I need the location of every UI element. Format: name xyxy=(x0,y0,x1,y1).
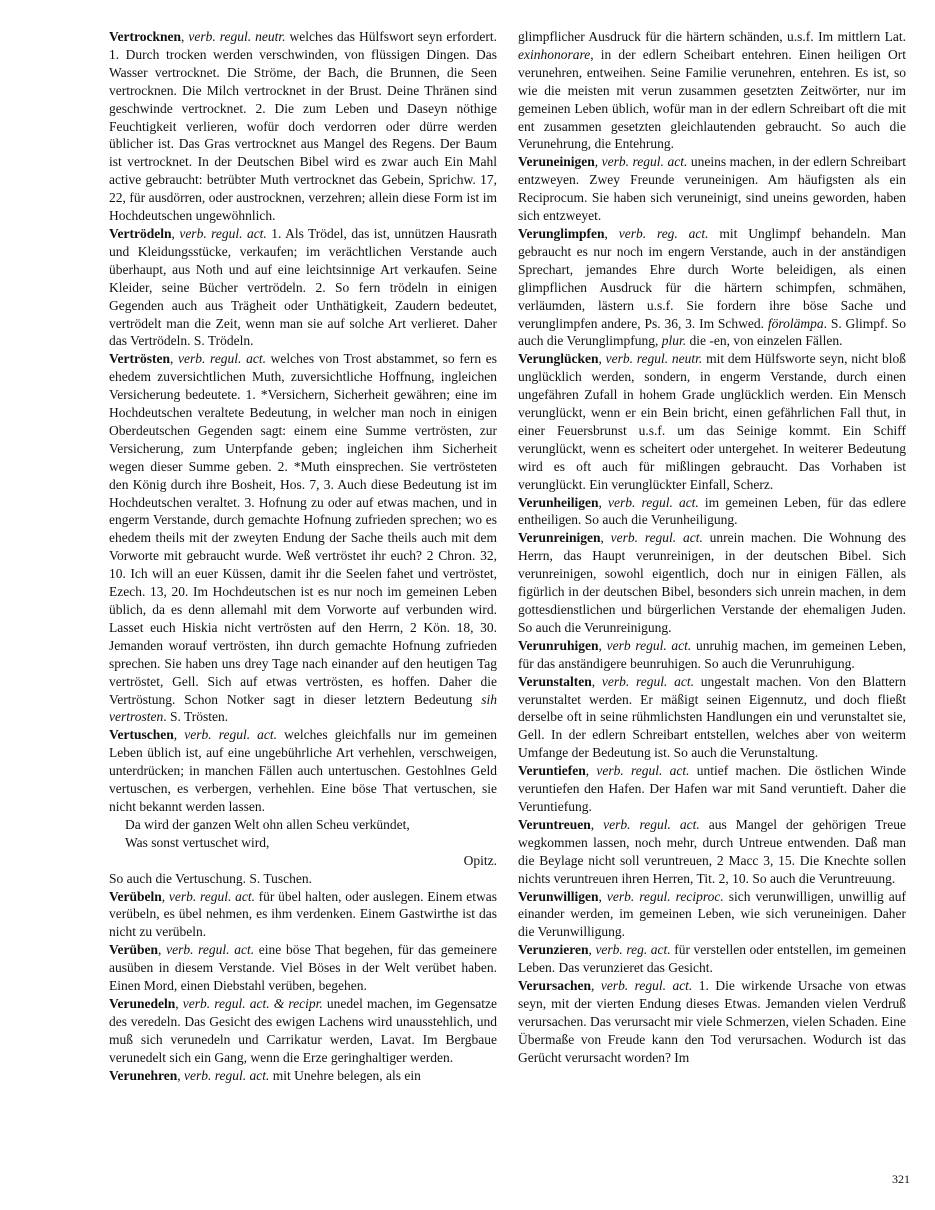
grammar-label: verb. regul. act. xyxy=(168,888,255,904)
entry-verursachen: Verursachen, verb. regul. act. 1. Die wirkende Ursache von etwas seyn, mit der vierten Endung dieses Etwas. Jemanden vielen Verdruß verursachen. Das verursacht mir viele Schmerzen, vielen Schaden. Eine Übermaße von Freude kann den Tod verursachen. Wodurch ist das Gerücht verursacht worden? Im xyxy=(518,978,907,1065)
headword: Verunglimpfen xyxy=(518,225,605,241)
headword: Verübeln xyxy=(109,888,162,904)
italic-phrase: plur. xyxy=(661,333,687,349)
grammar-label: verb. regul. act. xyxy=(608,494,699,510)
grammar-label: verb regul. act. xyxy=(606,637,692,653)
headword: Verunedeln xyxy=(109,995,176,1011)
headword: Verunzieren xyxy=(518,942,589,958)
entry-text: für verstellen oder entstellen, im gemeinen Leben. Das verunzieret das Gesicht. xyxy=(518,942,907,976)
entry-veruntiefen: Veruntiefen, verb. regul. act. untief machen. Die östlichen Winde veruntiefen den Hafen. Der Hafen war mit Sand veruntieft. Daher die Veruntiefung. xyxy=(518,763,906,814)
grammar-label: verb. regul. act. xyxy=(601,154,688,170)
grammar-label: verb. regul. neutr. xyxy=(188,29,286,44)
entry-vertrocknen: Vertrocknen, verb. regul. neutr. welches das Hülfswort seyn erfordert. 1. Durch trocken werden verschwinden, von flüssigen Dingen. Das Wasser vertrocknet. Die Ströme, der Bach, die Brunnen, die Seen vertrocknen. Die Milch vertrocknet in der Brust. Deine Thränen sind geschwinde vertrocknet. 2. Die zum Leben und Daseyn nöthige Feuchtigkeit verlieren, wofür doch verdorren oder dürre werden üblicher ist. Das Gras vertrocknet aus Mangel des Regens. Der Baum ist vertrocknet. In der Deutschen Bibel wird es zwar auch Ein Mahl active gebraucht: betrübter Muth vertrocknet das Gebein, Sprichw. 17, 22, für ausdörren, oder austrocknen, verzehren; allein diese Form ist im Hochdeutschen ungewöhnlich. xyxy=(109,29,498,224)
grammar-label: verb. reg. act. xyxy=(595,942,671,958)
entry-verunheiligen: Verunheiligen, verb. regul. act. im gemeinen Leben, für das edlere entheiligen. So auch die Verunheiligung. xyxy=(518,494,906,528)
headword: Verunstalten xyxy=(518,673,592,689)
entry-verunstalten: Verunstalten, verb. regul. act. ungestalt machen. Von den Blattern verunstaltet werden. Er mäßigt seinen Eigennutz, und doch fließt derselbe oft in seine rühmlichsten Handlungen ein und verunstaltet sie, Gell. In der edlern Schreibart entstellen, welches aber von weiterm Umfange der Bedeutung ist. So auch die Verunstaltung. xyxy=(518,673,906,761)
entry-verunedeln: Verunedeln, verb. regul. act. & recipr. unedel machen, im Gegensatze des veredeln. Das Gesicht des ewigen Lachens wird unausstehlich, und muß sich verunedeln und Carrikatur werden, Lavat. Im Bergbaue verunedelt sich ein Gang, wenn die Erze geringhaltiger werden. xyxy=(109,995,497,1065)
headword: Verüben xyxy=(109,942,159,958)
headword: Vertrocknen xyxy=(109,29,181,44)
entry-veruntreuen: Veruntreuen, verb. regul. act. aus Mangel der gehörigen Treue wegkommen lassen, noch mehr, durch Untreue entwenden. Daß man die Beylage nicht soll veruntreuen, 2 Macc 3, 15. Die Knechte sollen nichts veruntreuen ihren Herren, Tit. 2, 10. So auch die Veruntreuung. xyxy=(518,816,906,886)
entry-verunehren-continued xyxy=(518,28,906,153)
entry-veruneinigen: Veruneinigen, verb. regul. act. uneins machen, in der edlern Schreibart entzweyen. Zwey Freunde veruneinigen. Am häufigsten als ein Reciprocum. Sie haben sich veruneinigt, sind uneins geworden, haben sich entzweyet. xyxy=(518,154,907,224)
grammar-label: verb. regul. act. xyxy=(179,225,267,241)
entry-text: welches von Trost abstammet, so fern es ehedem zuversichtlichen Muth, zuversichtliche Hoffnung, ingleichen Versicherung bedeutete. 1. *Versichern, Sicherheit gewähren; eine im Hochdeutschen veraltete Bedeutung, in welcher man noch in einigen Oberdeutschen Gegenden sagt: einem eine Summe vertrösten, zur Versicherung, zum Unterpfande geben; ingleichen ihm Sicherheit wegen dieser Summe geben. 2. *Muth einsprechen. Sie vertrösteten den König durch ihre Bosheit, Hos. 7, 3. Auch diese Bedeutung ist im Hochdeutschen veraltet. 3. Hofnung zu oder auf etwas machen, und in engerm Verstande, durch gemachte Hofnung zufrieden sprechen; wo es ehedem theils mit der zweyten Endung der Sache theils auch mit dem Vorworte mit gebraucht wurde. Weß vertröstet ihr euch? 2 Chron. 32, 10. Ich will an euer Küssen, damit ihr die Seelen fahet und vertröstet, Ezech. 13, 20. Im Hochdeutschen ist es nur noch im gemeinen Leben üblich, da es denn allemahl mit dem Vorworte auf verbunden wird. Lasset euch Hiskia nicht vertrösten auf den Herrn, 2 Kön. 18, 30. Jemanden worauf vertrösten, ihn durch gemachte Hofnung zufrieden sprechen. Sie haben uns drey Tage nach einander auf den heutigen Tag vertröstet, Gell. Sich auf etwas vertrösten, es hoffen. Daher die Vertröstung. Schon Notker sagt in dieser letztern Bedeutung xyxy=(109,351,497,707)
headword: Verunehren xyxy=(109,1067,178,1083)
headword: Verunreinigen xyxy=(518,530,601,546)
grammar-label: verb. regul. act. xyxy=(166,942,255,958)
entry-text: 1. Als Trödel, das ist, unnützen Hausrath und Kleidungsstücke, verkaufen; im verächtlichen Verstande auch überhaupt, aus Noth und auf eine leichtsinnige Art verkaufen. Seine Kleider, seine Bücher vertrödeln. 2. So fern trödeln in einigen Gegenden auch aus Trägheit oder Unthätigkeit, Zaudern bedeutet, vertrödelt man die Zeit, wenn man sie auf solche Art verlieret. Daher das Vertrödeln. S. Trödeln. xyxy=(109,225,498,349)
entry-verungluecken: Verunglücken, verb. regul. neutr. mit dem Hülfsworte seyn, nicht bloß unglücklich werden, sondern, in engerm Verstande, durch einen ungefähren Zufall in hohem Grade unglücklich werden. Ein Mensch verunglückt, wenn er ein Bein bricht, einen gefährlichen Fall thut, in einer Feuersbrunst u.s.f. um das Seinige kommt. Ein Schiff verunglückt, wenn es scheitert oder untergehet. In weiterer Bedeutung wird es oft auch für mißlingen gebraucht. Das Vorhaben ist verunglückt. Ein verunglückter Einfall, Scherz. xyxy=(518,351,906,492)
grammar-label: verb. regul. act. xyxy=(184,1067,270,1083)
entry-text: mit dem Hülfsworte seyn, nicht bloß unglücklich werden, sondern, in engerm Verstande, durch einen ungefähren Zufall in hohem Grade unglücklich werden. Ein Mensch verunglückt, wenn er ein Bein bricht, einen gefährlichen Fall thut, in einer Feuersbrunst u.s.f. um das Seinige kommt. Ein Schiff verunglückt, wenn es scheitert oder untergehet. In weiterer Bedeutung wird es oft auch für mißlingen gebraucht. Das Vorhaben ist verunglückt. Ein verunglückter Einfall, Scherz. xyxy=(518,351,906,492)
entry-text: für übel halten, oder auslegen. Einem etwas verübeln, es übel nehmen, es ihm verdenken. Einem Gastwirthe ist das nicht zu verübeln. xyxy=(109,888,497,940)
entry-text: welches das Hülfswort seyn erfordert. 1. Durch trocken werden verschwinden, von flüssigen Dingen. Das Wasser vertrocknet. Die Ströme, der Bach, die Brunnen, die Seen vertrocknen. Die Milch vertrocknet in der Brust. Deine Thränen sind geschwinde vertrocknet. 2. Die zum Leben und Daseyn nöthige Feuchtigkeit verlieren, wofür doch verdorren oder dürre werden üblicher ist. Das Gras vertrocknet aus Mangel des Regens. Der Baum ist vertrocknet. In der Deutschen Bibel wird es zwar auch Ein Mahl active gebraucht: betrübter Muth vertrocknet das Gebein, Sprichw. 17, 22, für ausdörren, oder austrocknen, verzehren; allein diese Form ist im Hochdeutschen ungewöhnlich. xyxy=(109,29,498,224)
grammar-label: verb. regul. act. & recipr. xyxy=(182,995,323,1011)
headword: Verunruhigen xyxy=(518,637,599,653)
entry-text: mit Unglimpf behandeln. Man gebraucht es nur noch im engern Verstande, auch in der anständigen Sprechart, jemandes Ehre durch Worte beleidigen, als einen glimpflichen Ausdruck für die härtern schimpfen, schmähen, verläumden, lästern u.s.f. Sie fordern ihre böse Sache und verunglimpfen andere, Ps. 36, 3. Im Schwed. xyxy=(518,225,906,331)
entry-vertroedeln: Vertrödeln, verb. regul. act. 1. Als Trödel, das ist, unnützen Hausrath und Kleidungsstücke, verkaufen; im verächtlichen Verstande auch überhaupt, aus Noth und auf eine leichtsinnige Art verkaufen. Seine Kleider, seine Bücher vertrödeln. 2. So fern trödeln in einigen Gegenden auch aus Trägheit oder Unthätigkeit, Zaudern bedeutet, vertrödelt man die Zeit, wenn man sie auf solche Art verlieret. Daher das Vertrödeln. S. Trödeln. xyxy=(109,225,498,349)
entry-text: mit Unehre belegen, als ein xyxy=(269,1067,421,1083)
headword: Vertuschen xyxy=(109,727,174,743)
entry-verueben: Verüben, verb. regul. act. eine böse That begehen, für das gemeinere ausüben in diesem Verstande. Viel Böses in der Welt verübet haben. Einen Mord, einen Diebstahl verüben, begehen. xyxy=(109,942,497,994)
entry-text: im gemeinen Leben, für das edlere entheiligen. So auch die Verunheiligung. xyxy=(518,494,906,528)
entry-verunzieren: Verunzieren, verb. reg. act. für verstellen oder entstellen, im gemeinen Leben. Das verunzieret das Gesicht. xyxy=(518,942,907,976)
entry-vertroesten: Vertrösten, verb. regul. act. welches von Trost abstammet, so fern es ehedem zuversichtlichen Muth, zuversichtliche Hoffnung, ingleichen Versicherung bedeutete. 1. *Versichern, Sicherheit gewähren; eine im Hochdeutschen veraltete Bedeutung, in welcher man noch in einigen Oberdeutschen Gegenden sagt: einem eine Summe vertrösten, zur Versicherung, zum Unterpfande geben; ingleichen ihm Sicherheit wegen dieser Summe geben. 2. *Muth einsprechen. Sie vertrösteten den König durch ihre Bosheit, Hos. 7, 3. Auch diese Bedeutung ist im Hochdeutschen veraltet. 3. Hofnung zu oder auf etwas machen, und in engerm Verstande, durch gemachte Hofnung zufrieden sprechen; wo es ehedem theils mit der zweyten Endung der Sache theils auch mit dem Vorworte mit gebraucht wurde. Weß vertröstet ihr euch? 2 Chron. 32, 10. Ich will an euer Küssen, damit ihr die Seelen fahet und vertröstet, Ezech. 13, 20. Im Hochdeutschen ist es nur noch im gemeinen Leben üblich, da es denn allemahl mit dem Vorworte auf verbunden wird. Lasset euch Hiskia nicht vertrösten auf den Herrn, 2 Kön. 18, 30. Jemanden worauf vertrösten, ihn durch gemachte Hofnung zufrieden sprechen. Sie haben uns drey Tage nach einander auf den heutigen Tag vertröstet, Gell. Sich auf etwas vertrösten, es hoffen. Daher die Vertröstung. Schon Notker sagt in dieser letztern Bedeutung sih vertrosten. S. Trösten. xyxy=(109,351,497,725)
grammar-label: verb. regul. reciproc. xyxy=(606,888,724,904)
entry-text-middle: . S. Glimpf. So auch die Verunglimpfung, xyxy=(518,315,906,349)
page-number: 321 xyxy=(892,1172,910,1186)
entry-text: ungestalt machen. Von den Blattern verunstaltet werden. Er mäßigt seinen Eigennutz, und doch fließt derselbe oft in seine rühmlichsten Handlungen ein und verunstaltet sie, Gell. In der edlern Schreibart entstellen, welches aber von weiterm Umfange der Bedeutung ist. So auch die Verunstaltung. xyxy=(518,673,906,761)
entry-text: welches gleichfalls nur im gemeinen Leben üblich ist, auf eine ungebührliche Art verhehlen, verschweigen, unterdrücken; in manchen Fällen auch untertuschen. Gestohlnes Geld vertuschen, es verbergen, verhehlen. Eine böse That vertuschen, sie nicht bekannt werden lassen. xyxy=(109,727,498,814)
grammar-label: verb. regul. act. xyxy=(178,351,266,367)
headword: Verunglücken xyxy=(518,351,599,367)
entry-verunwilligen: Verunwilligen, verb. regul. reciproc. sich verunwilligen, unwillig auf einander werden, im gemeinen Leben, wie sich veruneinigen. Daher die Verunwilligung. xyxy=(518,888,907,940)
entry-text: sich verunwilligen, unwillig auf einander werden, im gemeinen Leben, wie sich veruneinigen. Daher die Verunwilligung. xyxy=(518,888,907,940)
entry-verunreinigen: Verunreinigen, verb. regul. act. unrein machen. Die Wohnung des Herrn, das Haupt verunreinigen, in der deutschen Bibel. Sich verunreinigen, sowohl eigentlich, doch nur in einigen Fällen, als figürlich in der deutschen Bibel, besonders sich unrein machen, in dem gottesdienstlichen und bürgerlichen Verstande der ehemaligen Juden. So auch die Verunreinigung. xyxy=(518,530,906,635)
grammar-label: verb. regul. act. xyxy=(603,816,700,832)
entry-text: 1. Die wirkende Ursache von etwas seyn, mit der vierten Endung dieses Etwas. Jemanden vielen Verdruß verursachen. Das verursacht mir viele Schmerzen, vielen Schaden. Eine Übermaße von Freude kann den Tod verursachen. Wodurch ist das Gerücht verursacht worden? Im xyxy=(518,978,907,1065)
grammar-label: verb. regul. act. xyxy=(601,673,694,689)
headword: Veruneinigen xyxy=(518,154,595,170)
headword: Verursachen xyxy=(518,978,591,994)
headword: Vertrösten xyxy=(109,351,170,367)
italic-phrase: sih vertrosten xyxy=(109,691,497,725)
verse-line: Was sonst vertuschet wird, xyxy=(125,834,270,850)
grammar-label: verb. reg. act. xyxy=(618,225,709,241)
verse-attribution: Opitz. xyxy=(463,852,497,868)
entry-verunehren: Verunehren, verb. regul. act. mit Unehre belegen, als ein xyxy=(109,1067,421,1083)
right-column xyxy=(518,28,906,1067)
entry-text: uneins machen, in der edlern Schreibart entzweyen. Zwey Freunde veruneinigen. Am häufigsten als ein Reciprocum. Sie haben sich veruneinigt, sind uneins geworden, haben sich entzweyet. xyxy=(518,154,907,224)
entry-text: unedel machen, im Gegensatze des veredeln. Das Gesicht des ewigen Lachens wird unausstehlich, und muß sich verunedeln und Carrikatur werden, Lavat. Im Bergbaue verunedelt sich ein Gang, wenn die Erze geringhaltiger werden. xyxy=(109,995,497,1065)
verse-line: Da wird der ganzen Welt ohn allen Scheu verkündet, xyxy=(125,816,410,832)
italic-phrase: exinhonorare xyxy=(518,46,591,62)
entry-text: unruhig machen, im gemeinen Leben, für das anständigere beunruhigen. So auch die Verunruhigung. xyxy=(518,637,907,671)
entry-text: aus Mangel der gehörigen Treue wegkommen lassen, noch mehr, durch Untreue entwenden. Daß man die Beylage nicht soll veruntreuen, 2 Macc 3, 15. Die Knechte sollen nichts veruntreuen ihren Herren, Tit. 2, 10. So auch die Veruntreuung. xyxy=(518,816,906,886)
headword: Verunwilligen xyxy=(518,888,599,904)
italic-phrase: förolämpa xyxy=(767,315,824,331)
grammar-label: verb. regul. act. xyxy=(600,978,693,994)
entry-text: unrein machen. Die Wohnung des Herrn, das Haupt verunreinigen, in der deutschen Bibel. Sich verunreinigen, sowohl eigentlich, doch nur in einigen Fällen, als figürlich in der deutschen Bibel, besonders sich unrein machen, in dem gottesdienstlichen und bürgerlichen Verstande der ehemaligen Juden. So auch die Verunreinigung. xyxy=(518,530,906,635)
grammar-label: verb. regul. act. xyxy=(596,763,690,779)
entry-text: eine böse That begehen, für das gemeinere ausüben in diesem Verstande. Viel Böses in der Welt verübet haben. Einen Mord, einen Diebstahl verüben, begehen. xyxy=(109,942,497,994)
headword: Veruntiefen xyxy=(518,763,586,779)
entry-text: glimpflicher Ausdruck für die härtern schänden, u.s.f. Im mittlern Lat. xyxy=(518,29,906,44)
headword: Verunheiligen xyxy=(518,494,599,510)
entry-continuation: So auch die Vertuschung. S. Tuschen. xyxy=(109,870,313,886)
headword: Vertrödeln xyxy=(109,225,172,241)
left-column xyxy=(109,28,497,1084)
grammar-label: verb. regul. act. xyxy=(184,727,278,743)
entry-verunruhigen: Verunruhigen, verb regul. act. unruhig machen, im gemeinen Leben, für das anständigere beunruhigen. So auch die Verunruhigung. xyxy=(518,637,907,671)
entry-vertuschen: Vertuschen, verb. regul. act. welches gleichfalls nur im gemeinen Leben üblich ist, auf eine ungebührliche Art verhehlen, verschweigen, unterdrücken; in manchen Fällen auch untertuschen. Gestohlnes Geld vertuschen, es verbergen, verhehlen. Eine böse That vertuschen, sie nicht bekannt werden lassen. xyxy=(109,727,498,814)
grammar-label: verb. regul. neutr. xyxy=(605,351,703,367)
entry-text-tail: . S. Trösten. xyxy=(163,709,229,725)
headword: Veruntreuen xyxy=(518,816,591,832)
grammar-label: verb. regul. act. xyxy=(610,530,703,546)
entry-text: untief machen. Die östlichen Winde veruntiefen den Hafen. Der Hafen war mit Sand veruntieft. Daher die Veruntiefung. xyxy=(518,763,906,814)
entry-text-tail: die -en, von einzelen Fällen. xyxy=(686,333,843,349)
entry-verunglimpfen: Verunglimpfen, verb. reg. act. mit Unglimpf behandeln. Man gebraucht es nur noch im engern Verstande, auch in der anständigen Sprechart, jemandes Ehre durch Worte beleidigen, als einen glimpflichen Ausdruck für die härtern schimpfen, schmähen, verläumden, lästern u.s.f. Sie fordern ihre böse Sache und verunglimpfen andere, Ps. 36, 3. Im Schwed. förolämpa. S. Glimpf. So auch die Verunglimpfung, plur. die -en, von einzelen Fällen. xyxy=(518,225,906,349)
entry-text-tail: , in der edlern Scheibart entehren. Einen heiligen Ort verunehren, entweihen. Seine Familie verunehren, entehren. Es ist, so wie die meisten mit verun zusammen gesetzten Zeitwörter, nur im gemeinen Leben üblich, wofür man in der edlern Schreibart oft die mit ent zusammen gesetzten gleichlautenden gebraucht. So auch die Verunehrung, die Entehrung. xyxy=(518,46,906,152)
entry-veruebeln: Verübeln, verb. regul. act. für übel halten, oder auslegen. Einem etwas verübeln, es übel nehmen, es ihm verdenken. Einem Gastwirthe ist das nicht zu verübeln. xyxy=(109,888,497,940)
